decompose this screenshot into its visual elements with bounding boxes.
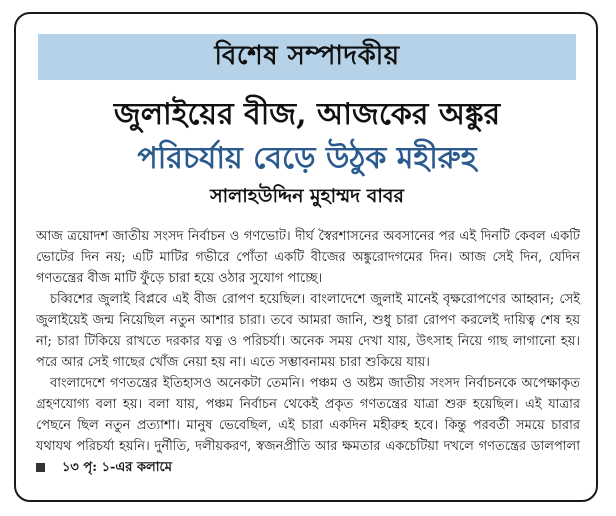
article-paragraph-text: বাংলাদেশে গণতন্ত্রের ইতিহাসও অনেকটা তেমনি। পঞ্চম ও অষ্টম জাতীয় সংসদ নির্বাচনকে অপেক্ষাকৃত গ্রহণযোগ্য বলা হয়। বলা যায়, পঞ্চম নির্বাচন থেকেই প্রকৃত গণতন্ত্রের যাত্রা শুরু হয়েছিল। এই যাত্রার পেছনে ছিল নতুন প্রত্যাশা। মানুষ ভেবেছিল, এই চারা একদিন মহীরুহ হবে। কিন্তু পরবর্তী সময়ে চারার যথাযথ পরিচর্যা হয়নি। দুর্নীতি, দলীয়করণ, স্বজনপ্রীতি আর ক্ষমতার একচেটিয়া দখলে গণতন্ত্রের ডালপালা [36, 376, 580, 454]
article-paragraph [36, 373, 580, 479]
headline-main: জুলাইয়ের বীজ, আজকের অঙ্কুর [113, 97, 501, 132]
article-paragraph: চব্বিশের জুলাই বিপ্লবে এই বীজ রোপণ হয়েছিল। বাংলাদেশে জুলাই মানেই বৃক্ষরোপণের আহ্বান; সেই জুলাইয়েই জন্ম নিয়েছিল নতুন আশার চারা। তবে আমরা জানি, শুধু চারা রোপণ করলেই দায়িত্ব শেষ হয় না; চারা টিকিয়ে রাখতে দরকার যত্ন ও পরিচর্যা। অনেক সময় দেখা যায়, উৎসাহ নিয়ে গাছ লাগানো হয়। পরে আর সেই গাছের খোঁজ নেয়া হয় না। এতে সম্ভাবনাময় চারা শুকিয়ে যায়। [36, 292, 580, 370]
continued-link[interactable] [36, 457, 172, 478]
article-paragraph: আজ ত্রয়োদশ জাতীয় সংসদ নির্বাচন ও গণভোট। দীর্ঘ স্বৈরশাসনের অবসানের পর এই দিনটি কেবল একটি ভোটের দিন নয়; এটি মাটির গভীরে পোঁতা একটি বীজের অঙ্কুরোদগমের দিন। আজ সেই দিন, যেদিন গণতন্ত্রের বীজ মাটি ফুঁড়ে চারা হয়ে ওঠার সুযোগ পাচ্ছে। [36, 229, 580, 286]
headline-sub: পরিচর্যায় বেড়ে উঠুক মহীরুহ [137, 141, 477, 176]
article-body [36, 226, 580, 479]
editorial-frame [14, 12, 598, 502]
section-title: বিশেষ সম্পাদকীয় [214, 41, 400, 71]
section-banner [38, 34, 576, 80]
square-icon [36, 463, 45, 472]
continued-label: ১৩ পৃ: ১-এর কলামে [62, 460, 172, 475]
author-byline: সালাহউদ্দিন মুহাম্মদ বাবর [210, 185, 404, 207]
